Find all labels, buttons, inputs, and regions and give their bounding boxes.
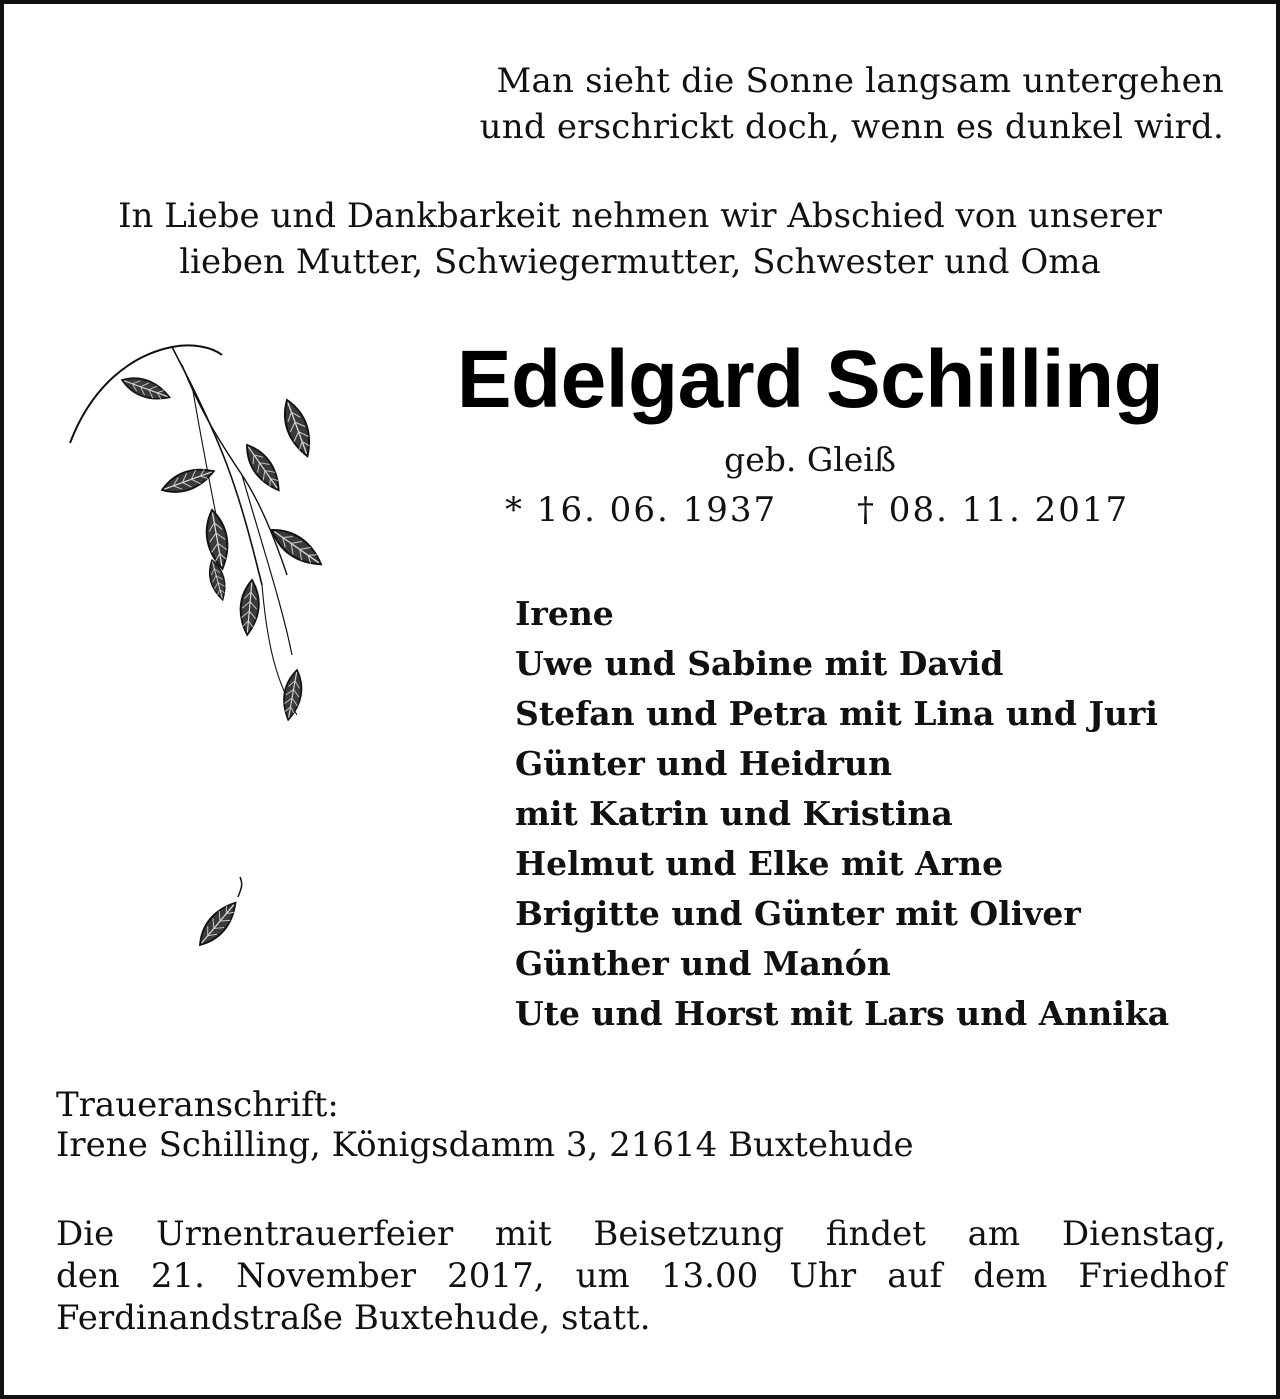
maiden-name: geb. Gleiß bbox=[724, 440, 896, 479]
death-date: † 08. 11. 2017 bbox=[857, 490, 1130, 530]
address-value: Irene Schilling, Königsdamm 3, 21614 Buxtehude bbox=[56, 1125, 914, 1165]
mourner-line: Irene bbox=[515, 594, 614, 633]
mourner-line: Stefan und Petra mit Lina und Juri bbox=[515, 694, 1158, 733]
mourner-line: Günther und Manón bbox=[515, 944, 891, 983]
intro-line-2: lieben Mutter, Schwiegermutter, Schwester und Oma bbox=[179, 242, 1101, 282]
birth-date: * 16. 06. 1937 bbox=[505, 490, 778, 530]
mourner-line: mit Katrin und Kristina bbox=[515, 794, 953, 833]
poem-line-2: und erschrickt doch, wenn es dunkel wird. bbox=[479, 107, 1224, 147]
mourners-list bbox=[515, 589, 1245, 1039]
ceremony-line-1: Die Urnentrauerfeier mit Beisetzung findet am Dienstag, bbox=[56, 1214, 1226, 1254]
address-label: Traueranschrift: bbox=[56, 1085, 339, 1125]
poem-line-1: Man sieht die Sonne langsam untergehen bbox=[496, 61, 1224, 101]
mourner-line: Günter und Heidrun bbox=[515, 744, 892, 783]
ceremony-notice bbox=[56, 1213, 1226, 1339]
ceremony-line-2: den 21. November 2017, um 13.00 Uhr auf dem Friedhof bbox=[56, 1256, 1226, 1296]
poem-verse bbox=[464, 58, 1224, 150]
ceremony-line-3: Ferdinandstraße Buxtehude, statt. bbox=[56, 1298, 651, 1338]
mourner-line: Ute und Horst mit Lars und Annika bbox=[515, 994, 1170, 1033]
mourner-line: Helmut und Elke mit Arne bbox=[515, 844, 1004, 883]
mourner-line: Uwe und Sabine mit David bbox=[515, 644, 1004, 683]
intro-line-1: In Liebe und Dankbarkeit nehmen wir Abschied von unserer bbox=[118, 196, 1162, 236]
mourning-address bbox=[56, 1085, 1236, 1165]
mourner-line: Brigitte und Günter mit Oliver bbox=[515, 894, 1081, 933]
farewell-intro bbox=[50, 193, 1230, 285]
deceased-name: Edelgard Schilling bbox=[456, 334, 1164, 425]
birch-branch-leaves-icon bbox=[62, 325, 362, 985]
